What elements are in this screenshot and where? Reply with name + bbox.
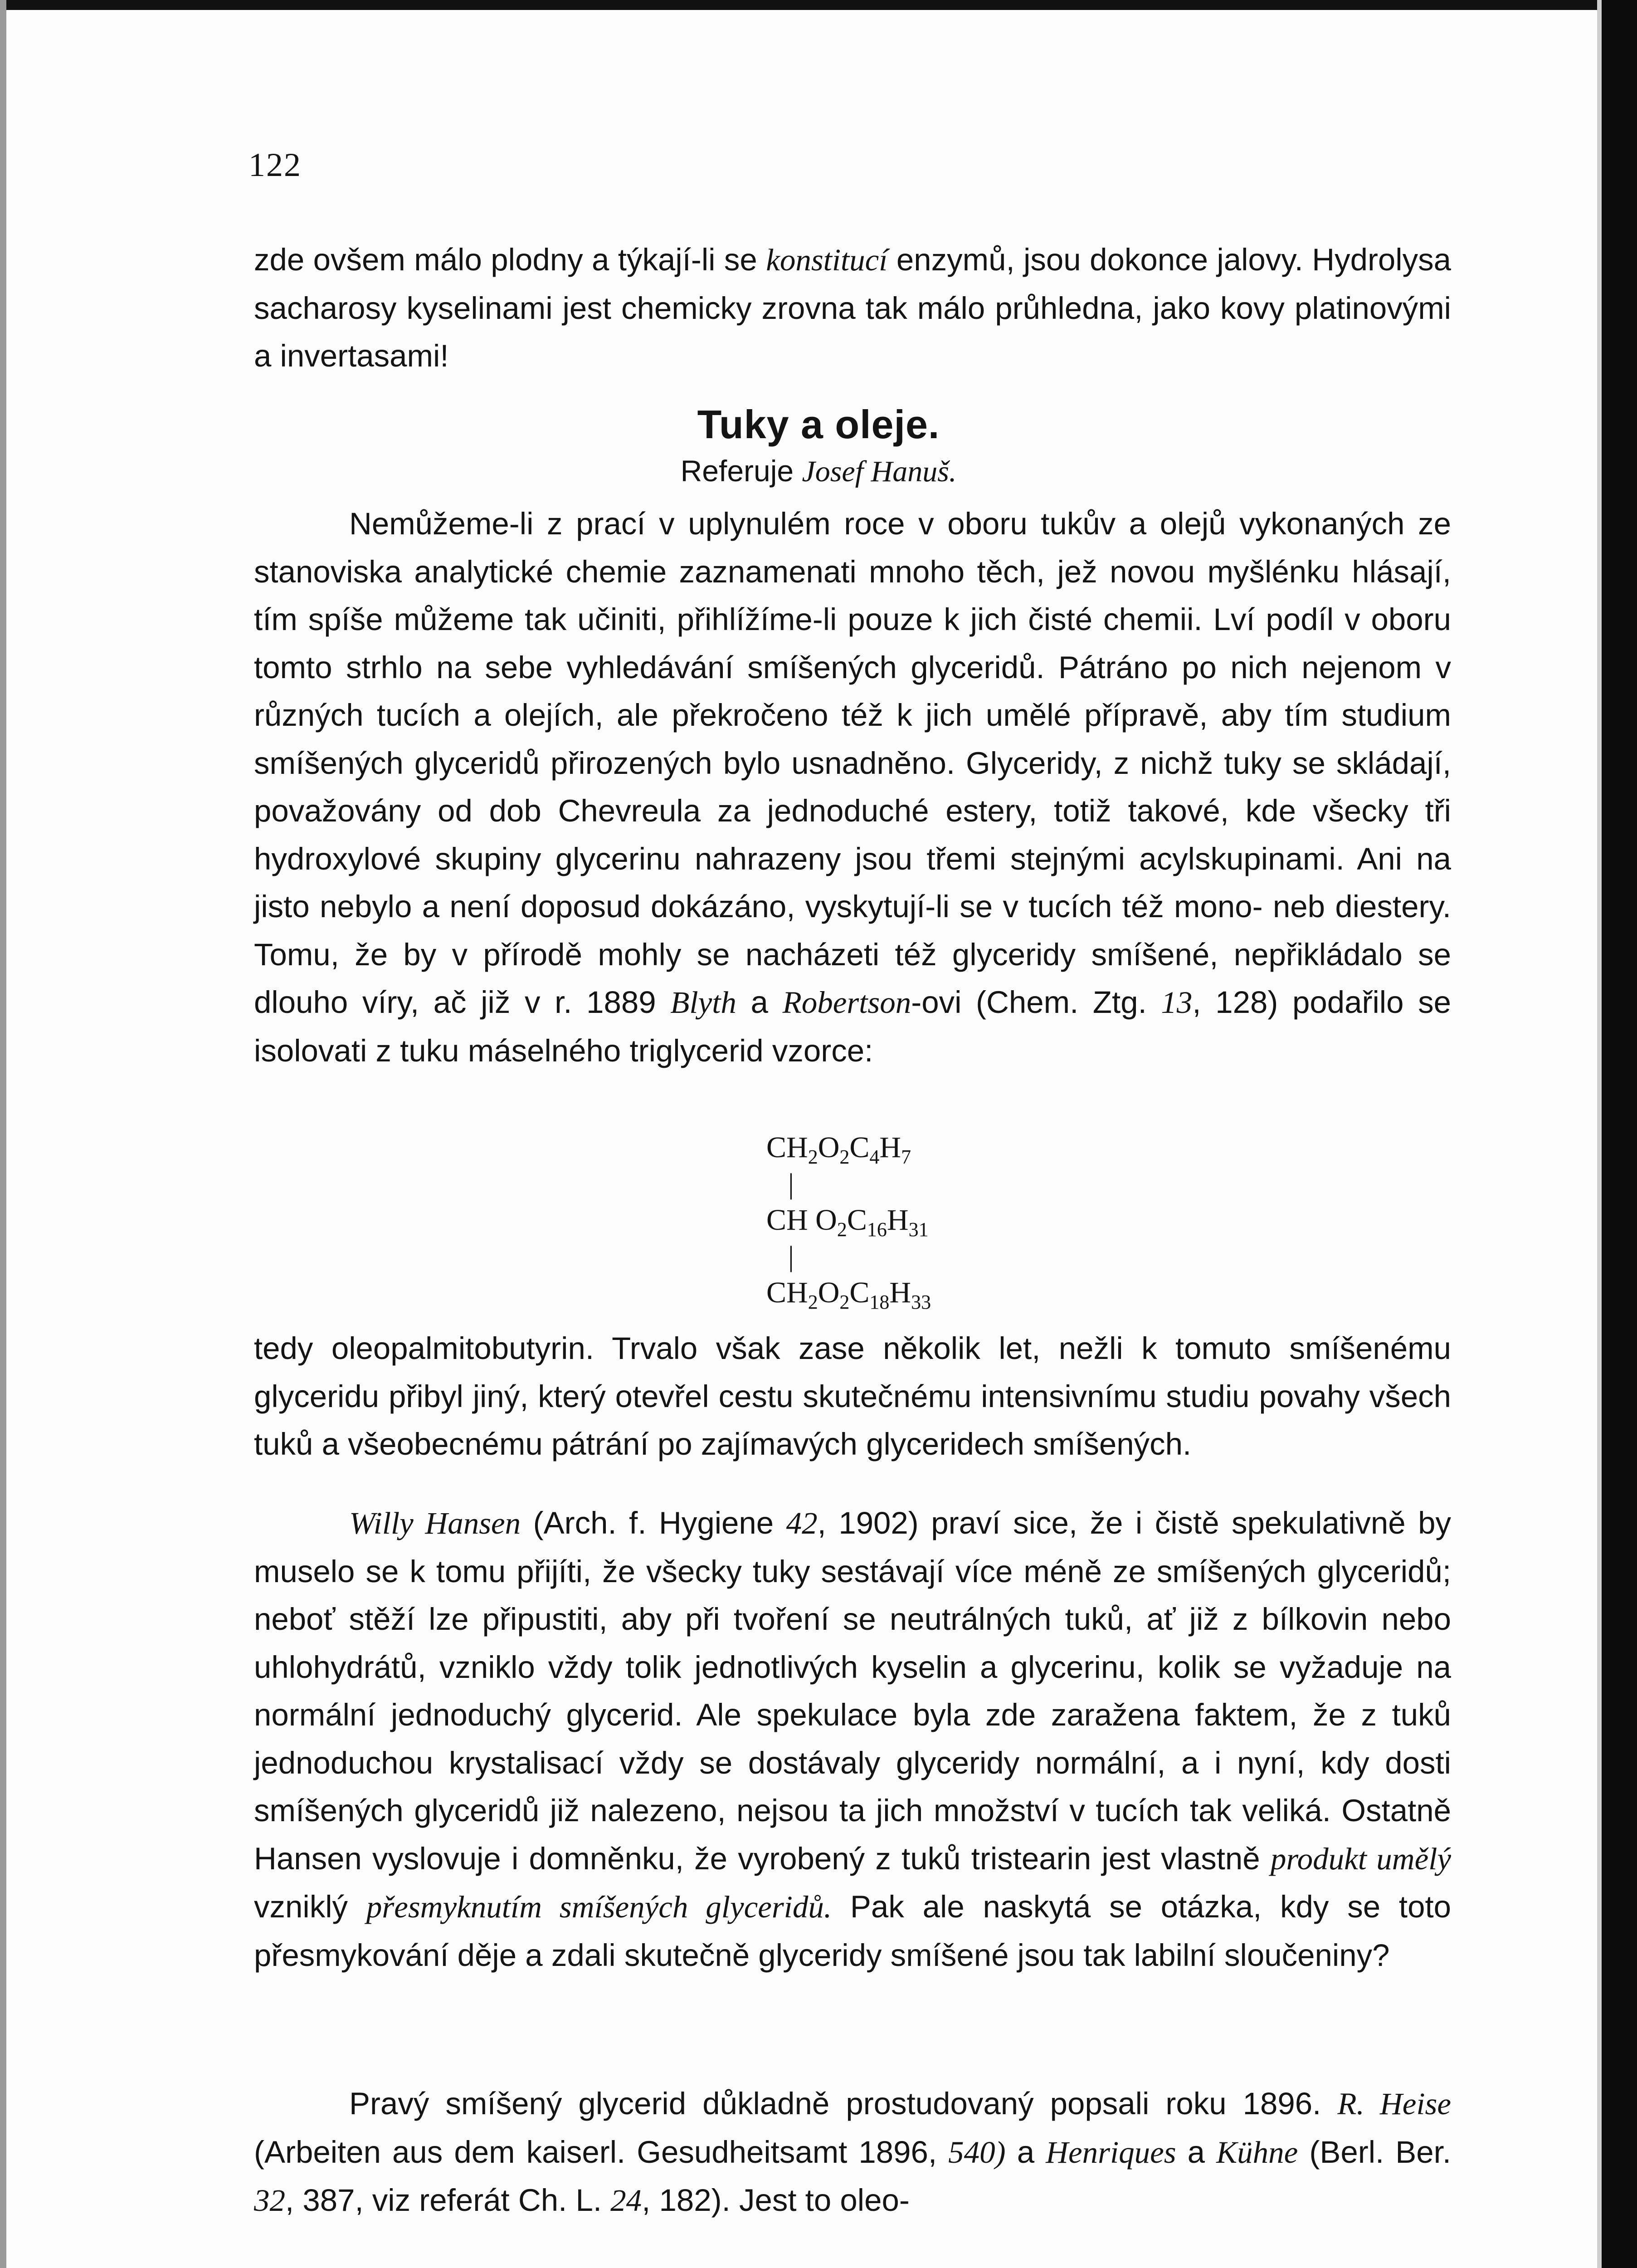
paragraph-3-block bbox=[254, 1499, 1451, 1979]
p4-text-4: a bbox=[1176, 2134, 1217, 2170]
p4-text-2: (Arbeiten aus dem kaiserl. Gesudheitsamt 1896, bbox=[254, 2134, 949, 2170]
p4-italic-heise: R. Heise bbox=[1337, 2087, 1451, 2121]
intro-block bbox=[254, 236, 1451, 380]
chemical-formula bbox=[766, 1129, 931, 1311]
byline-prefix: Referuje bbox=[680, 454, 802, 488]
paragraph-4-block bbox=[254, 2080, 1451, 2225]
scan-border-right bbox=[1602, 0, 1637, 2268]
scan-border-top bbox=[0, 0, 1637, 10]
p1-text-4: , 128) podařilo se isolovati z tuku máselného triglycerid vzorce: bbox=[254, 985, 1452, 1068]
paragraph-2: tedy oleopalmitobutyrin. Trvalo však zase několik let, nežli k tomuto smíšenému glyceridu přibyl jiný, který otevřel cestu skutečnému intensivnímu studiu povahy všech tuků a všeobecnému pátrání po zajímavých glyceridech smíšených. bbox=[254, 1331, 1451, 1461]
paragraph-1-block bbox=[254, 500, 1451, 1075]
formula-row-1: $CH_2O_2C_4H_7$ bbox=[766, 1131, 911, 1168]
p1-italic-blyth: Blyth bbox=[670, 985, 736, 1020]
section-title: Tuky a oleje. bbox=[697, 402, 940, 447]
p4-text-5: (Berl. Ber. bbox=[1298, 2134, 1452, 2170]
paragraph-1 bbox=[254, 500, 1451, 1075]
p4-italic-kuhne: Kühne bbox=[1216, 2135, 1298, 2170]
p1-italic-volume: 13 bbox=[1161, 985, 1193, 1020]
intro-paragraph bbox=[254, 236, 1451, 380]
p4-text-6: , 387, viz referát Ch. L. bbox=[285, 2183, 611, 2218]
intro-text-1: zde ovšem málo plodny a týkají-li se bbox=[254, 242, 766, 277]
intro-text-2: enzymů, jsou dokonce jalovy. Hydrolysa sacharosy kyselinami jest chemicky zrovna tak málo průhledna, jako kovy platinovými a invertasami! bbox=[254, 242, 1451, 373]
paragraph-4 bbox=[254, 2080, 1451, 2225]
p3-text-1: (Arch. f. Hygiene bbox=[521, 1505, 786, 1540]
intro-italic: konstitucí bbox=[766, 243, 888, 277]
formula-row-3: $CH_2O_2C_{18}H_{33}$ bbox=[766, 1276, 931, 1313]
scan-border-left bbox=[0, 0, 6, 2268]
p4-italic-vol32: 32 bbox=[254, 2183, 285, 2218]
p3-italic-produkt: produkt umělý bbox=[1270, 1841, 1451, 1876]
formula-row-2: CH $O_2C_{16}H_{31}$ bbox=[766, 1203, 929, 1241]
p3-italic-presmyknutim: přesmyknutím smíšených glyceridů. bbox=[366, 1890, 832, 1924]
formula-bond-1: | bbox=[788, 1168, 794, 1200]
p1-text-1: Nemůžeme-li z prací v uplynulém roce v oboru tukův a olejů vykonaných ze stanoviska analytické chemie zaznamenati mnoho těch, jež novou myšlénku hlásají, tím spíše můžeme tak učiniti, přihlížíme-li pouze k jich čisté chemii. Lví podíl v oboru tomto strhlo na sebe vyhledávání smíšených glyceridů. Pátráno po nich nejenom v různých tucích a olejích, ale překročeno též k jich umělé přípravě, aby tím studium smíšených glyceridů přirozených bylo usnadněno. Glyceridy, z nichž tuky se skládají, považovány od dob Chevreula za jednoduché estery, totiž takové, kde všecky tři hydroxylové skupiny glycerinu nahrazeny jsou třemi stejnými acylskupinami. Ani na jisto nebylo a není doposud dokázáno, vyskytují-li se v tucích též mono- neb diestery. Tomu, že by v přírodě mohly se nacházeti též glyceridy smíšené, nepřikládalo se dlouho víry, ač již v r. 1889 bbox=[254, 506, 1451, 1020]
paragraph-2-block bbox=[254, 1325, 1451, 1468]
p4-italic-page: 540) bbox=[948, 2135, 1006, 2170]
scan-border-right-inner bbox=[1597, 0, 1602, 2268]
p3-italic-hansen: Willy Hansen bbox=[349, 1506, 521, 1540]
byline-author: Josef Hanuš. bbox=[802, 455, 957, 488]
p3-italic-volume: 42 bbox=[786, 1506, 818, 1540]
p4-text-1: Pravý smíšený glycerid důkladně prostudovaný popsali roku 1896. bbox=[349, 2086, 1338, 2121]
p4-italic-henriques: Henriques bbox=[1046, 2135, 1176, 2170]
p4-text-3: a bbox=[1005, 2134, 1046, 2170]
p3-text-3: vzniklý bbox=[254, 1889, 366, 1924]
p1-text-2: a bbox=[736, 985, 783, 1020]
p1-italic-robertson: Robertson bbox=[782, 985, 911, 1020]
p3-text-2: , 1902) praví sice, že i čistě spekulativně by muselo se k tomu přijíti, že všecky tuky sestávají více méně ze smíšených glyceridů; neboť stěží lze připustiti, aby při tvoření se neutrálných tuků, ať již z bílkovin nebo uhlohydrátů, vzniklo vždy tolik jednotlivých kyselin a glycerinu, kolik se vyžaduje na normální jednoduchý glycerid. Ale spekulace byla zde zaražena faktem, že z tuků jednoduchou krystalisací vždy se dostávaly glyceridy normální, a i nyní, kdy dosti smíšených glyceridů již nalezeno, nejsou ta jich množství v tucích tak veliká. Ostatně Hansen vyslovuje i domněnku, že vyrobený z tuků tristearin jest vlastně bbox=[254, 1505, 1451, 1876]
p1-text-3: -ovi (Chem. Ztg. bbox=[911, 985, 1161, 1020]
p4-italic-vol24: 24 bbox=[610, 2183, 642, 2218]
paragraph-3 bbox=[254, 1499, 1451, 1979]
p4-text-7: , 182). Jest to oleo- bbox=[642, 2183, 910, 2218]
page-number: 122 bbox=[248, 147, 302, 184]
formula-bond-2: | bbox=[788, 1240, 794, 1272]
section-byline bbox=[0, 454, 1637, 489]
p3-text-4: Pak ale naskytá se otázka, kdy se toto přesmykování děje a zdali skutečně glyceridy smíšené jsou tak labilní sloučeniny? bbox=[254, 1889, 1451, 1973]
